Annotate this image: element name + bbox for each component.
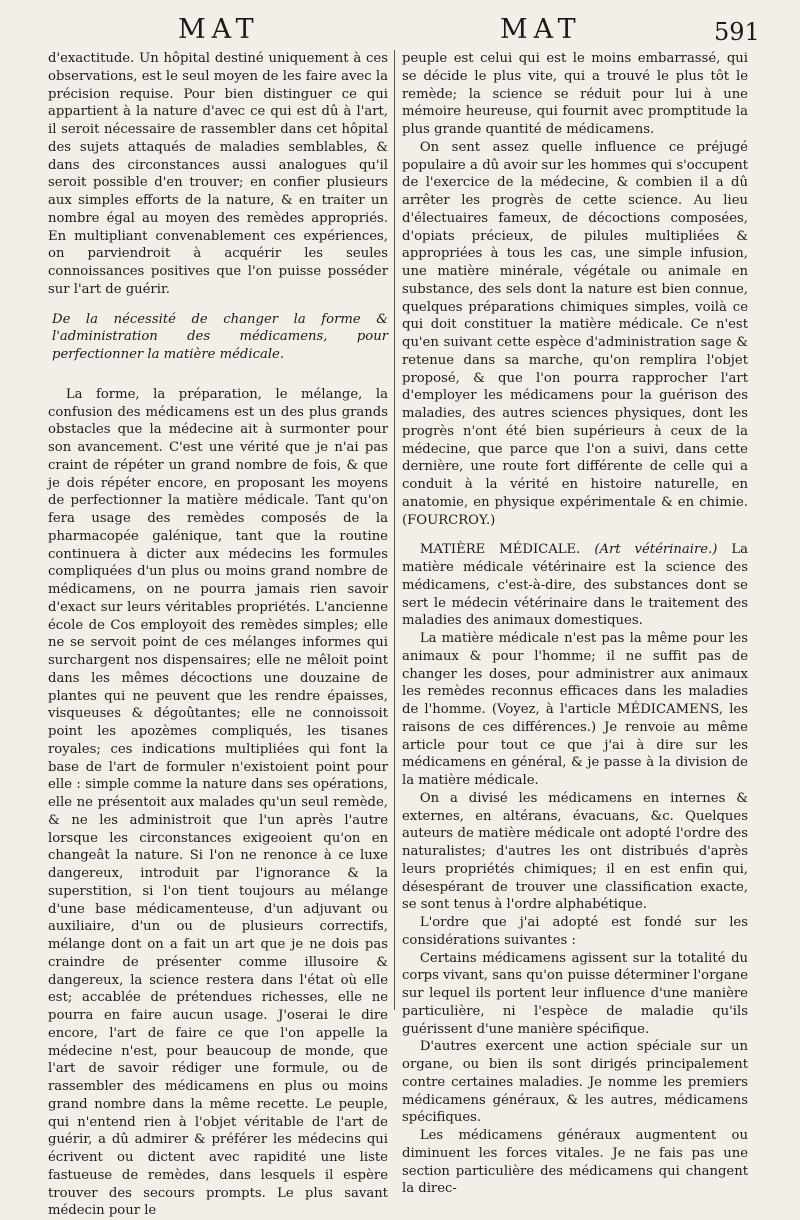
paragraph-continuation: peuple est celui qui est le moins embarrassé, qui se décide le plus vite, qui a trouvé le plus tôt le remède; la science se réduit pour lui à une mémoire heureuse, qui fournit avec promptitude la plus grande quantité de médicamens. [402,51,748,137]
header-left-word: MAT [178,14,260,45]
paragraph-pas-meme: La matière médicale n'est pas la même pour les animaux & pour l'homme; il ne suffit pas de changer les doses, pour administrer aux animaux les remèdes reconnus efficaces dans les maladies de l'homme. (Voyez, à l'article MÉDICAMENS, les raisons de ces différences.) Je renvoie au même article pour tout ce que j'ai à dire sur les médicamens en général, & je passe à la division de la matière médicale. [402,631,748,788]
column-divider [394,50,395,1010]
entry-veterinaire [402,541,748,630]
paragraph-ordre: L'ordre que j'ai adopté est fondé sur les considérations suivantes : [402,915,748,948]
left-column [48,50,388,1220]
paragraph-influence: On sent assez quelle influence ce préjugé populaire a dû avoir sur les hommes qui s'occupent de l'exercice de la médecine, & combien il a dû arrêter les progrès de cette science. Au lieu d'électuaires fameux, de décoctions composées, d'opiats précieux, de pilules multipliées & appropriées à tous les cas, une simple infusion, une matière minérale, végétale ou animale en substance, des sels dont la nature est bien connue, quelques préparations chimiques simples, voilà ce qui doit constituer la matière médicale. Ce n'est qu'en suivant cette espèce d'administration sage & retenue dans sa marche, qu'on remplira l'objet proposé, & que l'on pourra rapprocher l'art d'employer les médicamens pour la guérison des maladies, des autres sciences physiques, dont les progrès n'ont été bien supérieurs à ceux de la médecine, que parce que l'on a suivi, dans cette dernière, une route fort différente de celle qui a conduit à la vérité en histoire naturelle, en anatomie, en physique expérimentale & en chimie. (FOURCROY.) [402,139,748,528]
page-number: 591 [714,18,760,46]
paragraph-forme: La forme, la préparation, le mélange, la confusion des médicamens est un des plus grands obstacles que la médecine ait à surmonter pour son avancement. C'est une vérité que je n'ai pas craint de répéter un grand nombre de fois, & que je dois répéter encore, en proposant les moyens de perfectionner la matière médicale. Tant qu'on fera usage des remèdes composés de la pharmacopée galénique, tant que la routine continuera à dicter aux médecins les formules compliquées d'un plus ou moins grand nombre de médicamens, on ne pourra jamais rien savoir d'exact sur leurs véritables propriétés. L'ancienne école de Cos employoit des remèdes simples; elle ne se servoit point de ces mélanges informes qui surchargent nos dispensaires; elle ne mêloit point dans les mêmes décoctions une douzaine de plantes qui ne peuvent que les rendre épaisses, visqueuses & dégoûtantes; elle ne connoissoit point les apozèmes compliqués, les tisanes royales; ces indications multipliées qui font la base de l'art de formuler n'existoient point pour elle : simple comme la nature dans ses opérations, elle ne présentoit aux malades qu'un seul remède, & ne les administroit que l'un après l'autre lorsque les circonstances exigeoient qu'on en changeât la nature. Si l'on ne renonce à ce luxe dangereux, introduit par l'ignorance & la superstition, si l'on tient toujours au mélange d'une base médicamenteuse, d'un adjuvant ou auxiliaire, d'un ou de plusieurs correctifs, mélange dont on a fait un art que je ne dois pas craindre de présenter comme illusoire & dangereux, la science restera dans l'état où elle est; accablée de prétendues richesses, elle ne pourra en faire aucun usage. J'oserai le dire encore, l'art de faire ce que l'on appelle la médecine n'est, pour beaucoup de monde, que l'art de savoir rédiger une formule, ou de rassembler des médicamens en plus ou moins grand nombre dans la même recette. Le peuple, qui n'entend rien à l'objet véritable de l'art de guérir, a dû admirer & préférer les médecins qui écrivent ou dictent avec rapidité une liste fastueuse de remèdes, dans lesquels il espère trouver des secours prompts. Le plus savant médecin pour le [48,386,388,1219]
entry-headword: MATIÈRE MÉDICALE. [419,542,581,558]
paragraph-autres: D'autres exercent une action spéciale sur un organe, ou bien ils sont dirigés principalement contre certaines maladies. Je nomme les premiers médicamens généraux, & les autres, médicamens spécifiques. [402,1039,748,1126]
paragraph-intro: d'exactitude. Un hôpital destiné uniquement à ces observations, est le seul moyen de les faire avec la précision requise. Pour bien distinguer ce qui appartient à la nature d'avec ce qui est dû à l'art, il seroit nécessaire de rassembler dans cet hôpital des sujets attaqués de maladies semblables, & dans des circonstances aussi analogues qu'il seroit possible d'en trouver; en confier plusieurs aux simples efforts de la nature, & en traiter un nombre égal au moyen des remèdes appropriés. En multipliant convenablement ces expériences, on parviendroit à acquérir les seules connoissances positives que l'on puisse posséder sur l'art de guérir. [48,51,388,297]
header-right-word: MAT [500,14,582,45]
paragraph-generaux: Les médicamens généraux augmentent ou diminuent les forces vitales. Je ne fais pas une section particulière des médicamens qui changent la direc- [402,1128,748,1197]
paragraph-divise: On a divisé les médicamens en internes & externes, en altérans, évacuans, &c. Quelques auteurs de matière médicale ont adopté l'ordre des naturalistes; d'autres les ont distribués d'après leurs propriétés chimiques; il en est enfin qui, désespérant de trouver une classification exacte, se sont tenus à l'ordre alphabétique. [402,790,748,913]
entry-definition: La matière médicale vétérinaire est la science des médicamens, c'est-à-dire, des substances dont se sert le médecin vétérinaire dans le traitement des maladies des animaux domestiques. [402,542,748,629]
section-heading: De la nécessité de changer la forme & l'administration des médicamens, pour perfectionner la matière médicale. [52,311,388,362]
running-header [0,14,800,48]
entry-subtitle: (Art vétérinaire.) [594,542,718,558]
paragraph-certains: Certains médicamens agissent sur la totalité du corps vivant, sans qu'on puisse déterminer l'organe sur lequel ils portent leur influence d'une manière particulière, ni l'espèce de maladie qu'ils guérissent d'une manière spécifique. [402,950,748,1037]
right-column [402,50,748,1198]
